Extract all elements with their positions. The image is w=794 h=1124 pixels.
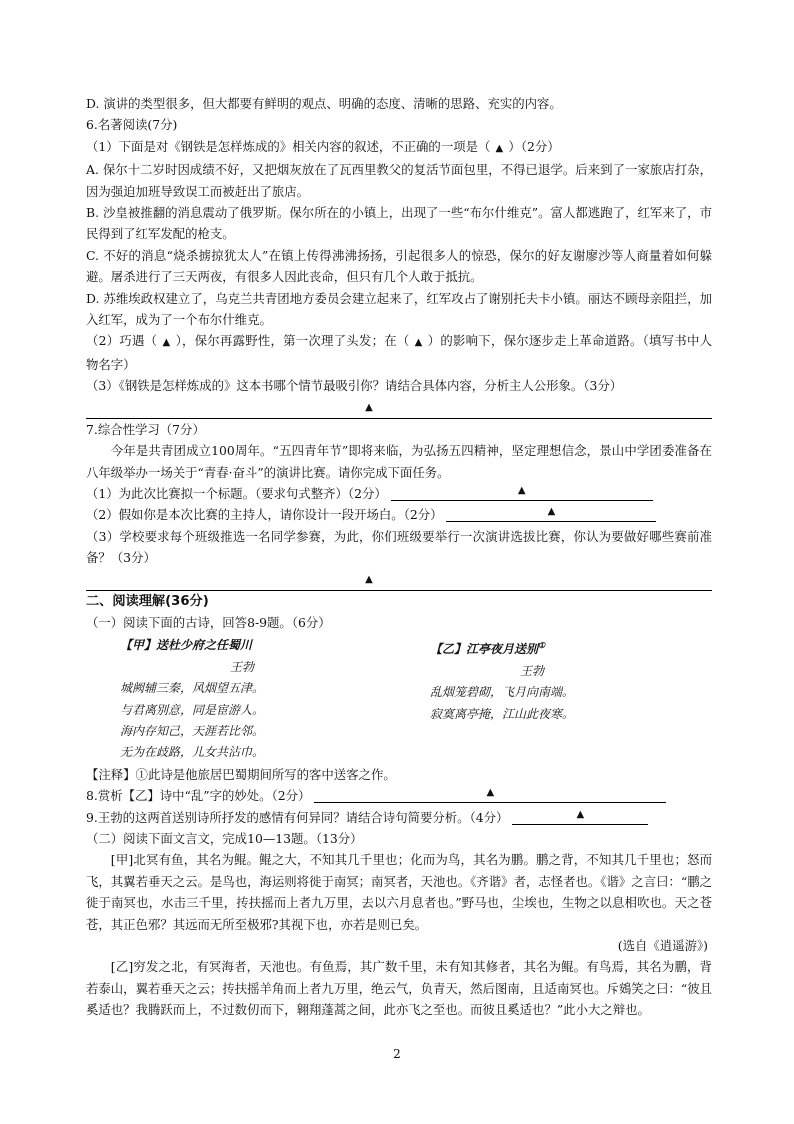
q6-sub3: （3）《钢铁是怎样炼成的》这本书哪个情节最吸引你？请结合具体内容，分析主人公形象。（3分）	[86, 378, 623, 394]
q6-option-a: A. 保尔十二岁时因成绩不好，又把烟灰放在了瓦西里教父的复活节面包里，不得已退学。后来到了一家旅店打杂，因为强迫加班导致误工而被赶出了旅店。	[86, 162, 712, 199]
section-heading: 二、阅读理解(36分)	[86, 593, 209, 609]
exam-page	[86, 93, 712, 1021]
answer-triangle-icon: ▲	[495, 142, 504, 154]
answer-triangle-icon: ▲	[576, 808, 585, 820]
q6-sub2: （2）巧遇（ ▲ ），保尔再露野性，第一次理了头发；在（ ▲ ）的影响下，保尔逐步走上革命道路。（填写书中人物名字）	[86, 333, 712, 372]
q7-title: 7.综合性学习（7分）	[86, 421, 205, 437]
answer-blank[interactable]	[512, 808, 648, 825]
q6-option-d: D. 苏维埃政权建立了，乌克兰共青团地方委员会建立起来了，红军攻占了谢别托夫卡小镇。丽达不顾母亲阻拦，加入红军，成为了一个布尔什维克。	[86, 290, 712, 328]
page-number: 2	[393, 1047, 401, 1061]
q6-option-c: C. 不好的消息“烧杀掳掠犹太人”在镇上传得沸沸扬扬，引起很多人的惊恐，保尔的好友谢廖沙等人商量着如何躲避。屠杀进行了三天两夜，有很多人因此丧命，但只有几个人敢于抵抗。	[86, 247, 712, 285]
answer-triangle-icon: ▲	[547, 506, 556, 518]
answer-triangle-icon: ▲	[414, 337, 423, 349]
answer-blank[interactable]	[391, 484, 653, 501]
part2-intro: （二）阅读下面文言文，完成10—13题。（13分）	[86, 831, 363, 846]
q6-sub1: （1）下面是对《钢铁是怎样炼成的》相关内容的叙述，不正确的一项是（ ▲ ）（2分）	[86, 136, 712, 159]
answer-line[interactable]	[86, 569, 712, 591]
answer-triangle-icon: ▲	[486, 787, 495, 799]
poem-b-author: 王勃	[520, 663, 545, 678]
q7-intro: 今年是共青团成立100周年。“五四青年节”即将来临，为弘扬五四精神，坚定理想信念，景山中学团委准备在八年级举办一场关于“青春·奋斗”的演讲比赛。请你完成下面任务。	[86, 443, 712, 480]
poem-note: 【注释】①此诗是他旅居巴蜀期间所写的客中送客之作。	[86, 766, 396, 782]
poems	[86, 635, 712, 763]
q7-sub1: （1）为此次比赛拟一个标题。（要求句式整齐）（2分） ▲	[86, 483, 712, 504]
text-a-source: (选自《逍遥游》)	[617, 938, 708, 954]
answer-triangle-icon: ▲	[517, 484, 526, 496]
q6-title: 6.名著阅读(7分)	[86, 117, 178, 133]
answer-triangle-icon: ▲	[365, 573, 373, 585]
poem-line: 城阙辅三秦，风烟望五津。	[120, 681, 265, 696]
answer-blank[interactable]	[314, 786, 666, 803]
q7-sub2: （2）假如你是本次比赛的主持人，请你设计一段开场白。（2分） ▲	[86, 504, 712, 525]
classical-text-a: [甲]北冥有鱼，其名为鲲。鲲之大，不知其几千里也；化而为鸟，其名为鹏。鹏之背，不知其几千里也；怒而飞，其翼若垂天之云。是鸟也，海运则将徙于南冥；南冥者，天池也。《齐谐》者，志怪者也。《谐》之言曰：“鹏之徙于南冥也，水击三千里，抟扶摇而上者九万里，去以六月息者也。”野马也，尘埃也，生物之以息相吹也。天之苍苍，其正色邪？其远而无所至极邪?其视下也，亦若是则已矣。	[86, 852, 712, 932]
answer-line[interactable]	[86, 397, 712, 419]
poem-b-title: 【乙】江亭夜月送别①	[430, 640, 546, 657]
classical-text-b: [乙]穷发之北，有冥海者，天池也。有鱼焉，其广数千里，未有知其修者，其名为鲲。有鸟焉，其名为鹏，背若泰山，翼若垂天之云；抟扶摇羊角而上者九万里，绝云气，负青天，然后图南，且适南冥也。斥鴳笑之曰：“彼且奚适也？我腾跃而上，不过数仞而下，翱翔蓬蒿之间，此亦飞之至也。而彼且奚适也？”此小大之辩也。	[86, 959, 712, 1018]
q8: 8.赏析【乙】诗中“乱”字的妙处。（2分） ▲	[86, 785, 712, 806]
answer-blank[interactable]	[446, 505, 656, 522]
part1-intro: （一）阅读下面的古诗，回答8-9题。（6分）	[86, 614, 331, 630]
q9: 9.王勃的这两首送别诗所抒发的感情有何异同？请结合诗句简要分析。（4分） ▲	[86, 807, 712, 828]
answer-triangle-icon: ▲	[365, 401, 373, 413]
poem-line: 无为在歧路，儿女共沾巾。	[120, 745, 265, 760]
answer-triangle-icon: ▲	[162, 337, 171, 349]
q6-option-b: B. 沙皇被推翻的消息震动了俄罗斯。保尔所在的小镇上，出现了一些“布尔什维克”。富人都逃跑了，红军来了，市民得到了红军发配的枪支。	[86, 205, 712, 242]
q7-sub3: （3）学校要求每个班级推选一名同学参赛，为此，你们班级要举行一次演讲选拔比赛，你认为要做好哪些赛前准备？（3分）	[86, 528, 712, 566]
poem-a-author: 王勃	[230, 659, 255, 674]
q5-option-d: D. 演讲的类型很多，但大都要有鲜明的观点、明确的态度、清晰的思路、充实的内容。	[86, 96, 562, 111]
poem-a	[86, 635, 430, 763]
poem-line: 与君离别意，同是宦游人。	[120, 702, 265, 717]
poem-b	[430, 635, 574, 763]
poem-line: 寂寞离亭掩，江山此夜寒。	[430, 706, 575, 721]
poem-a-title: 【甲】送杜少府之任蜀川	[120, 638, 253, 653]
poem-line: 海内存知己，天涯若比邻。	[120, 723, 265, 738]
poem-line: 乱烟笼碧砌，飞月向南端。	[430, 685, 575, 700]
